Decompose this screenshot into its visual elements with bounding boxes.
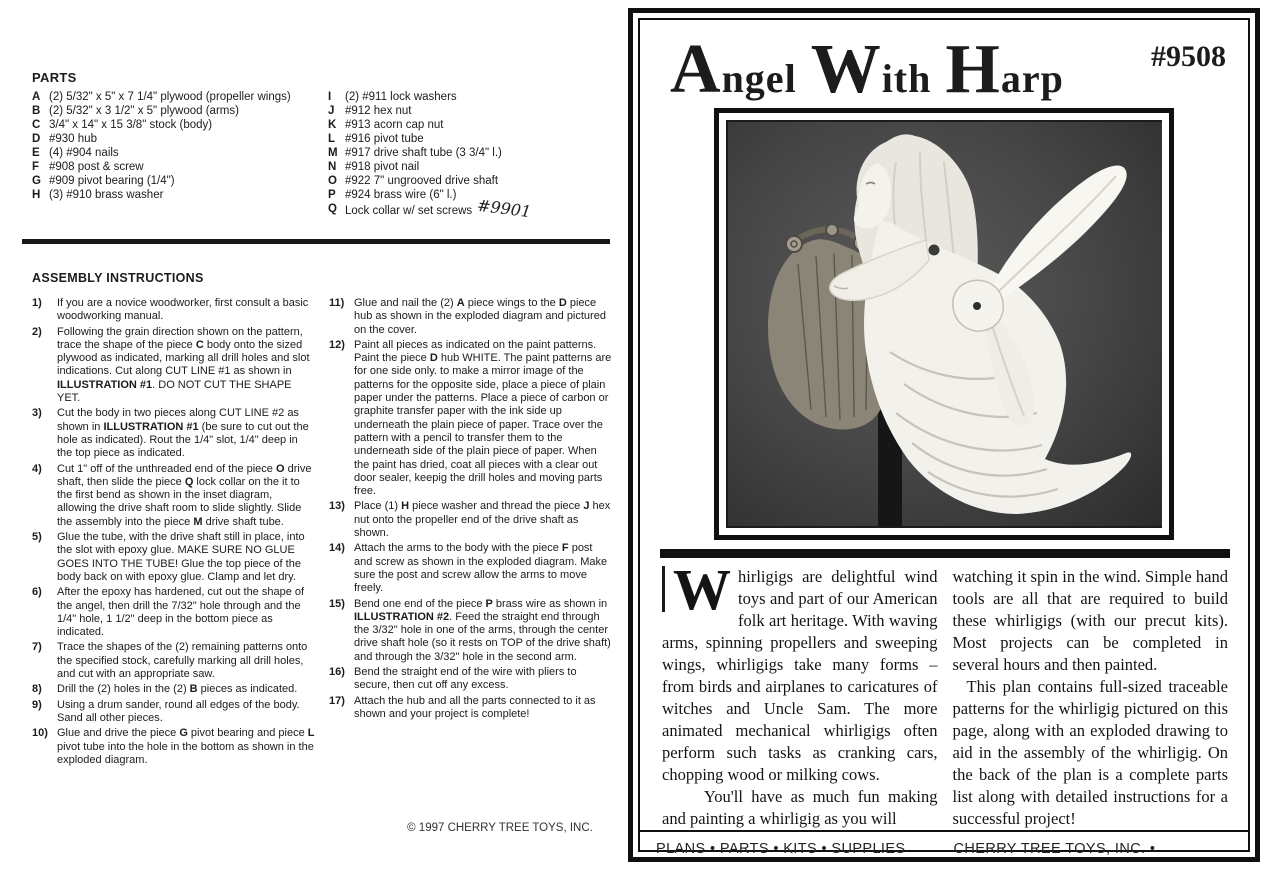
part-q-label: Lock collar w/ set screws — [345, 205, 473, 217]
instruction-item — [32, 297, 315, 324]
intro-paragraph-1-text: hirligigs are delightful wind toys and part of our American folk art heritage. With waving arms, spinning propellers and sweeping wings, whirligigs take many forms – from birds and airplanes to caricatures of witches and Uncle Sam. The more animated mechanical whirligigs often perform such tasks as cranking cars, chopping wood or milking cows. — [662, 567, 938, 784]
title-row — [640, 20, 1248, 106]
step-text: Glue the tube, with the drive shaft still in place, into the slot with epoxy glue. MAKE SURE NO GLUE GOES INTO THE TUBE! Glue the top piece of the body back on with epoxy glue. Clamp and let dry. — [57, 531, 305, 583]
intro-drop-cap: W — [662, 566, 738, 612]
part-key: J — [328, 105, 335, 117]
part-key: B — [32, 105, 41, 117]
instruction-item — [32, 463, 315, 529]
hub-pin — [973, 302, 981, 310]
step-number: 12) — [329, 338, 345, 351]
part-row — [32, 174, 316, 188]
step-text: Attach the arms to the body with the piece F post and screw as shown in the exploded diagram. Make sure the post and screw allow the arms to move freely. — [354, 542, 608, 595]
cover-inner-frame — [638, 18, 1250, 857]
step-text: If you are a novice woodworker, first consult a basic woodworking manual. — [57, 297, 309, 323]
step-number: 17) — [329, 694, 345, 707]
part-text: #917 drive shaft tube (3 3/4" l.) — [345, 147, 502, 159]
step-text: Following the grain direction shown on the pattern, trace the shape of the piece C body onto the sized plywood as indicated, marking all drill holes and slot indications. Cut along CUT LINE #1 as shown in ILLUSTRATION #1. DO NOT CUT THE SHAPE YET. — [57, 325, 310, 405]
part-text: (4) #904 nails — [49, 147, 119, 159]
parts-list — [32, 90, 612, 222]
part-row — [32, 160, 316, 174]
instruction-item — [329, 500, 612, 540]
step-number: 16) — [329, 666, 345, 679]
step-text: Drill the (2) holes in the (2) B pieces as indicated. — [57, 683, 298, 696]
title-drop-cap: H — [945, 31, 1001, 108]
assembly-column-1 — [32, 297, 315, 769]
intro-column-1 — [662, 557, 938, 830]
part-row — [32, 90, 316, 104]
step-number: 14) — [329, 542, 345, 555]
step-number: 7) — [32, 641, 42, 654]
part-key: E — [32, 147, 40, 159]
part-key: Q — [328, 203, 337, 215]
step-text: Bend one end of the piece P brass wire as shown in ILLUSTRATION #2. Feed the straight end through the 3/32" hole in one of the arms, through the center drive shaft hole (so it rests on TOP of the drive shaft) and through the 3/32" hole in the second arm. — [354, 597, 611, 663]
parts-heading: PARTS — [32, 70, 77, 85]
instruction-item — [329, 339, 612, 499]
part-row — [328, 90, 612, 104]
part-row — [328, 160, 612, 174]
part-text: (2) #911 lock washers — [345, 91, 457, 103]
step-number: 2) — [32, 325, 42, 338]
assembly-heading: ASSEMBLY INSTRUCTIONS — [32, 271, 204, 285]
whirligig-photo — [726, 120, 1162, 528]
instruction-item — [32, 531, 315, 584]
step-text: Bend the straight end of the wire with pliers to secure, then cut off any excess. — [354, 666, 577, 692]
step-number: 4) — [32, 462, 42, 475]
cover-footer — [640, 830, 1248, 867]
part-key: H — [32, 189, 41, 201]
part-row — [328, 188, 612, 202]
part-text: #912 hex nut — [345, 105, 412, 117]
part-key: G — [32, 175, 41, 187]
step-number: 9) — [32, 698, 42, 711]
instruction-item — [32, 683, 315, 696]
part-text: #909 pivot bearing (1/4") — [49, 175, 175, 187]
part-row — [32, 146, 316, 160]
part-row — [32, 188, 316, 202]
part-key: O — [328, 175, 337, 187]
step-text: Cut the body in two pieces along CUT LINE #2 as shown in ILLUSTRATION #1 (be sure to cut out the hole as indicated). Rout the 1/4" slot, 1/4" deep in the top piece as indicated. — [57, 407, 309, 460]
part-key: P — [328, 189, 336, 201]
footer-company: CHERRY TREE TOYS, INC. • — [953, 841, 1156, 857]
copyright-line: © 1997 CHERRY TREE TOYS, INC. — [407, 822, 593, 834]
step-number: 11) — [329, 297, 345, 309]
part-row — [328, 104, 612, 118]
part-text: 3/4" x 14" x 15 3/8" stock (body) — [49, 119, 213, 131]
step-number: 10) — [32, 727, 48, 740]
instruction-item — [32, 641, 315, 681]
part-key: C — [32, 119, 41, 131]
title-word-rest: ngel — [721, 56, 797, 101]
cover-page — [628, 8, 1260, 862]
step-text: Trace the shapes of the (2) remaining patterns onto the specified stock, carefully marking all drill holes, and cut with an appropriate saw. — [57, 641, 308, 681]
step-text: Glue and drive the piece G pivot bearing and piece L pivot tube into the hole in the bottom as shown in the exploded diagram. — [57, 727, 315, 766]
part-text: #916 pivot tube — [345, 133, 424, 145]
part-row — [32, 118, 316, 132]
assembly-column-2 — [329, 297, 612, 769]
part-row — [32, 104, 316, 118]
step-number: 3) — [32, 407, 42, 420]
angel-whirligig-illustration — [728, 122, 1162, 526]
part-row — [328, 118, 612, 132]
step-text: Attach the hub and all the parts connected to it as shown and your project is complete! — [354, 694, 596, 720]
part-text: #930 hub — [49, 133, 97, 145]
part-row — [328, 174, 612, 188]
part-text: #908 post & screw — [49, 161, 144, 173]
parts-column-1 — [32, 90, 316, 218]
part-key: I — [328, 91, 332, 103]
title-word — [945, 31, 1064, 108]
step-number: 6) — [32, 586, 42, 599]
shoulder-screw — [929, 245, 940, 256]
instruction-item — [329, 297, 612, 337]
assembly-instructions — [32, 297, 612, 769]
part-key: L — [328, 133, 336, 145]
instruction-item — [32, 727, 315, 767]
step-number: 1) — [32, 297, 42, 309]
title-word — [810, 31, 932, 108]
instruction-item — [32, 699, 315, 726]
intro-paragraph-2: You'll have as much fun making and painting a whirligig as you will — [662, 787, 938, 828]
intro-paragraph-4: This plan contains full-sized traceable patterns for the whirligig pictured on this page, along with an exploded drawing to aid in the assembly of the whirligig. On the back of the plan is a complete parts list along with detailed instructions for a successful project! — [952, 677, 1228, 828]
parts-column-2 — [328, 90, 612, 222]
title-word-rest: ith — [881, 56, 932, 101]
step-text: Glue and nail the (2) A piece wings to the D piece hub as shown in the exploded diagram and pictured on the cover. — [354, 297, 606, 336]
title-drop-cap: A — [670, 31, 722, 108]
title-word — [670, 31, 797, 108]
part-text: (3) #910 brass washer — [49, 189, 164, 201]
instructions-page — [32, 70, 612, 769]
handwritten-part-number: #9901 — [476, 195, 533, 222]
intro-column-2 — [953, 566, 1229, 830]
part-key: D — [32, 133, 41, 145]
instruction-item — [329, 598, 612, 664]
page-title — [670, 31, 1074, 108]
part-text: #922 7" ungrooved drive shaft — [345, 175, 499, 187]
instruction-item — [32, 586, 315, 639]
part-text: (2) 5/32" x 3 1/2" x 5" plywood (arms) — [49, 105, 239, 117]
part-row — [328, 132, 612, 146]
step-text: After the epoxy has hardened, cut out the shape of the angel, then drill the 7/32" hole through and the 1/4" hole, 1 1/2" deep in the bottom piece as indicated. — [57, 586, 305, 639]
section-divider-rule — [22, 239, 610, 244]
step-number: 5) — [32, 531, 42, 544]
part-key: M — [328, 147, 338, 159]
part-key: A — [32, 91, 41, 103]
decorative-rule — [660, 549, 1230, 558]
part-key: F — [32, 161, 40, 173]
part-key: K — [328, 119, 337, 131]
title-word-rest: arp — [1000, 56, 1064, 101]
title-drop-cap: W — [810, 31, 882, 108]
part-row — [328, 146, 612, 160]
whirligig-photo-frame — [714, 108, 1174, 540]
step-text: Place (1) H piece washer and thread the piece J hex nut onto the propeller end of the drive shaft as shown. — [354, 500, 611, 540]
part-key: N — [328, 161, 337, 173]
instruction-item — [329, 695, 612, 722]
part-text: #913 acorn cap nut — [345, 119, 444, 131]
instruction-item — [329, 666, 612, 693]
part-text: #924 brass wire (6" l.) — [345, 189, 457, 201]
intro-paragraph-1 — [662, 557, 938, 786]
step-number: 8) — [32, 683, 42, 696]
part-row — [32, 132, 316, 146]
model-number: #9508 — [1151, 40, 1226, 73]
instruction-item — [329, 542, 612, 595]
instruction-item — [32, 407, 315, 460]
step-text: Cut 1" off of the unthreaded end of the piece O drive shaft, then slide the piece Q lock collar on the it to the first bend as shown in the inset diagram, allowing the drive shaft room to slide slightly. Slide the assembly into the piece M drive shaft tube. — [57, 462, 312, 528]
step-number: 15) — [329, 597, 345, 610]
footer-services: PLANS • PARTS • KITS • SUPPLIES — [656, 841, 906, 857]
part-text: (2) 5/32" x 5" x 7 1/4" plywood (propeller wings) — [49, 91, 291, 103]
instruction-item — [32, 326, 315, 406]
step-text: Using a drum sander, round all edges of the body. Sand all other pieces. — [57, 698, 300, 724]
step-text: Paint all pieces as indicated on the paint patterns. Paint the piece D hub WHITE. The paint patterns are for one side only. to make a mirror image of the patterns for the opposite side, place a piece of plain paper under the patterns. Place a piece of carbon or graphite transfer paper with the ink side up underneath the plain piece of paper. Trace over the pattern with a pencil to transfer them to the underneath side of the plain piece of paper. When the paint has dried, coat all pieces with a clear out door sealer, keepig the drill holes and moving parts free. — [354, 338, 612, 498]
part-text: #918 pivot nail — [345, 161, 420, 173]
intro-text — [640, 558, 1248, 830]
intro-paragraph-3: watching it spin in the wind. Simple hand tools are all that are required to build these whirligigs (with our precut kits). Most projects can be completed in several hours and then painted. — [952, 567, 1228, 674]
step-number: 13) — [329, 500, 345, 513]
